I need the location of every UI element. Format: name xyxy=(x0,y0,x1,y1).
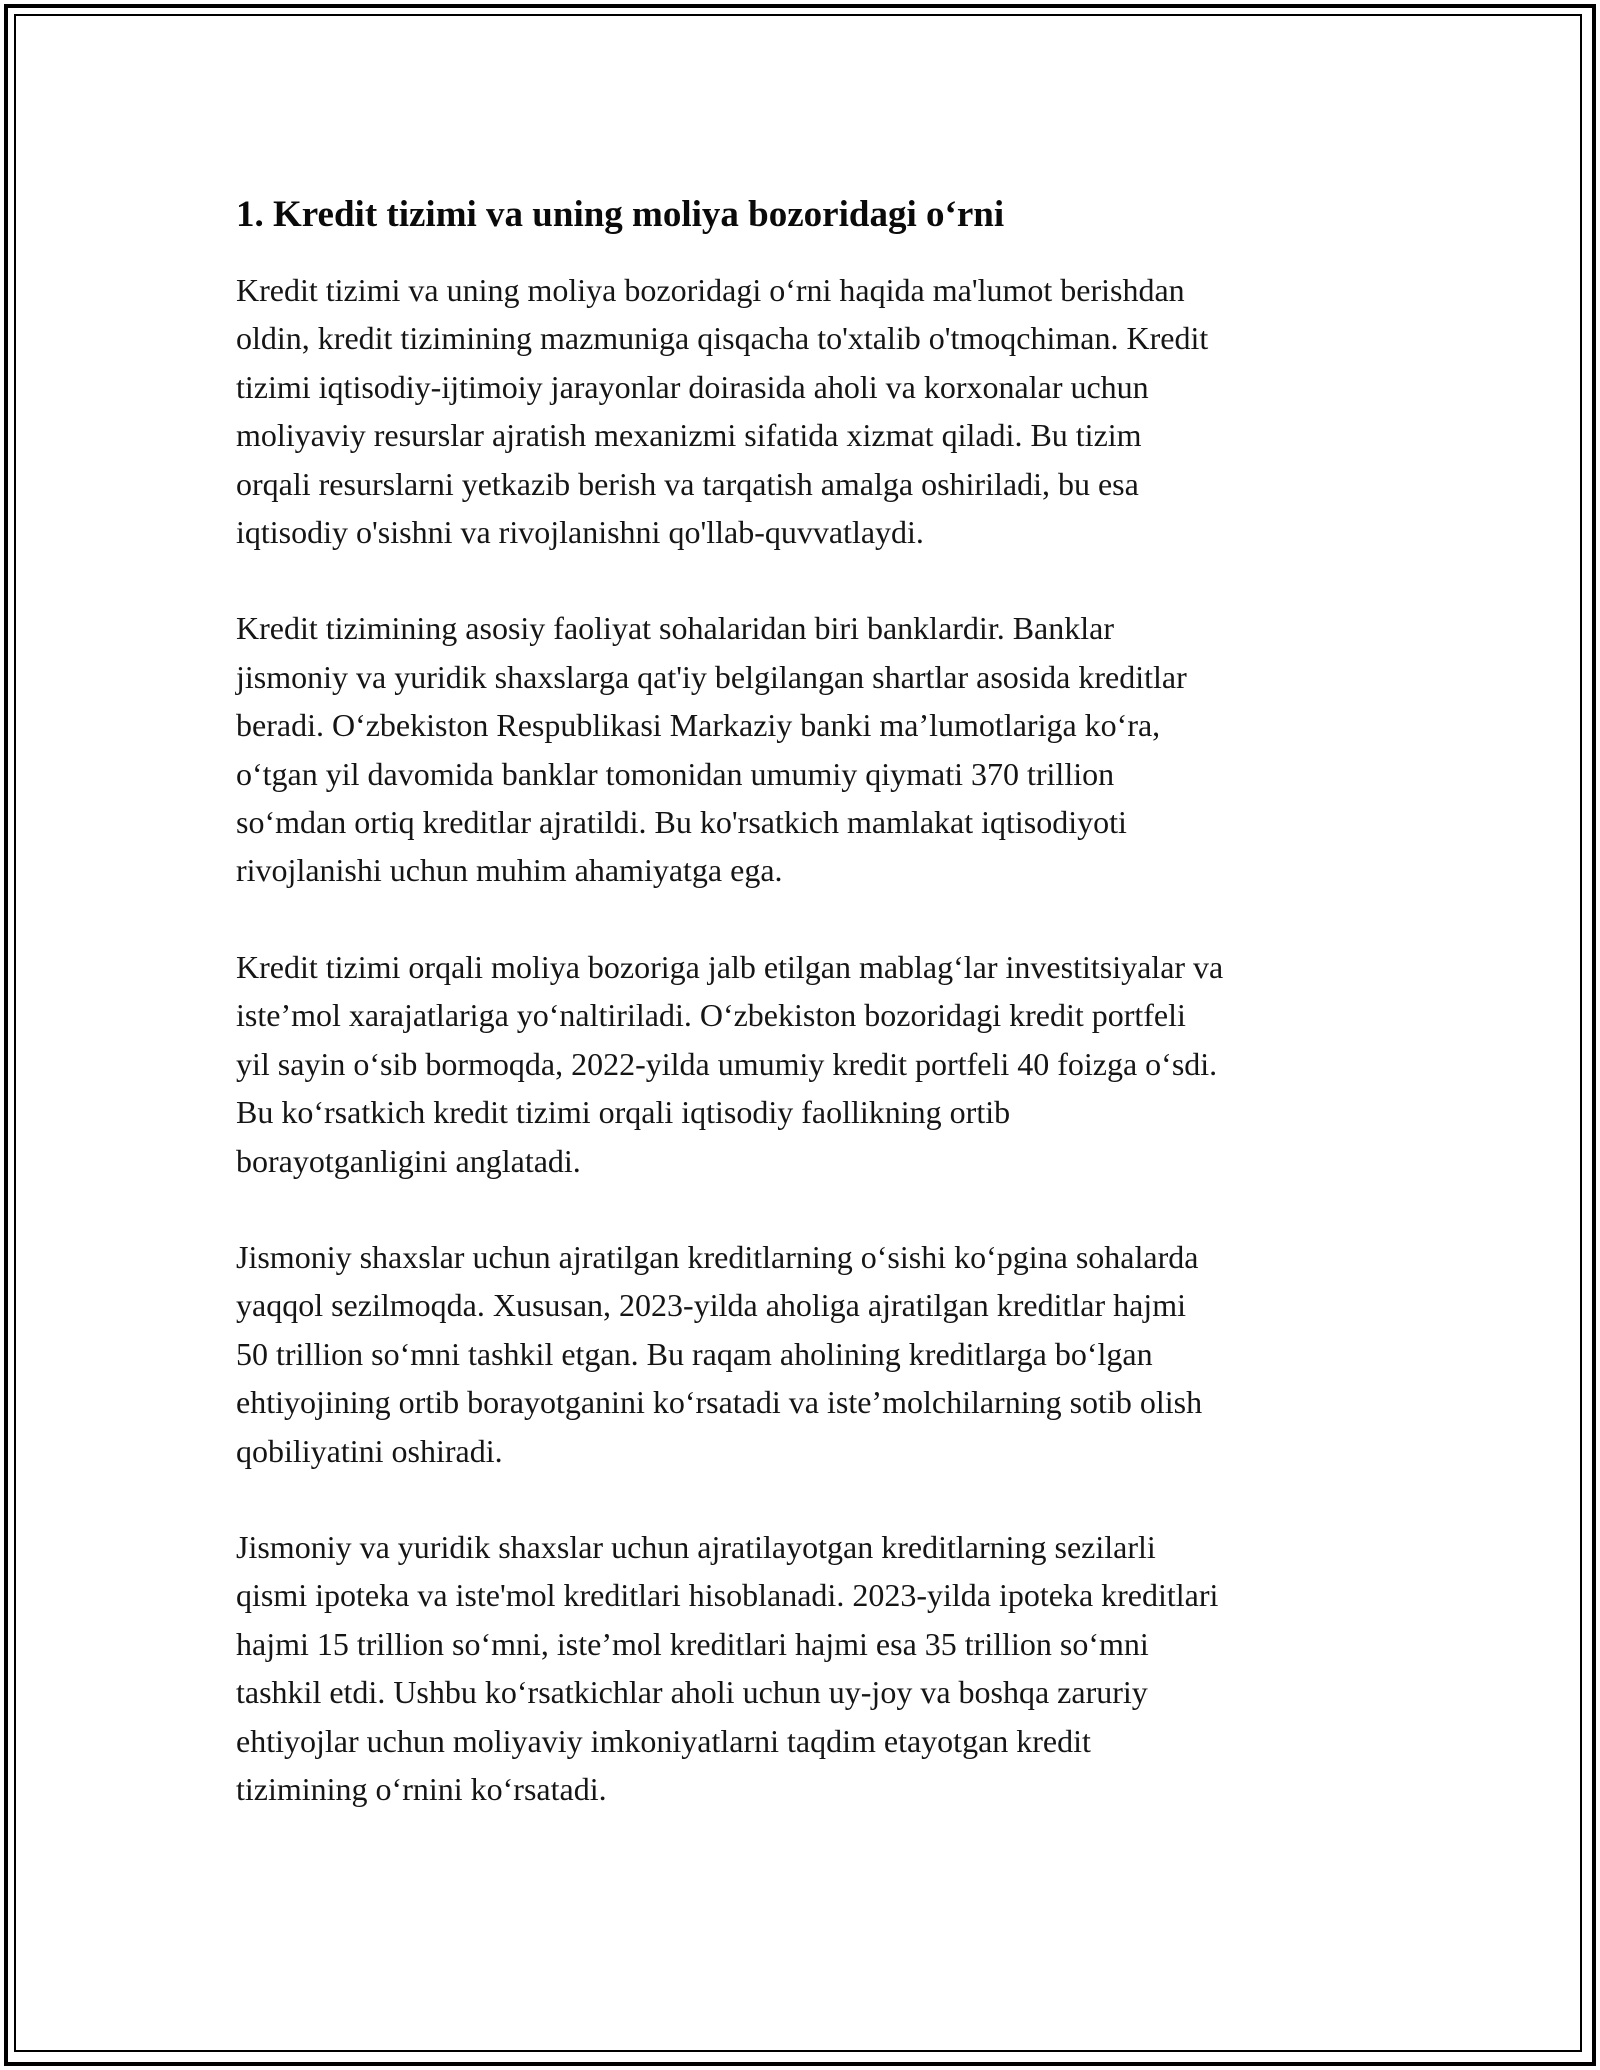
text-line: orqali resurslarni yetkazib berish va tarqatish amalga oshiriladi, bu esa xyxy=(236,465,1139,502)
section-title: 1. Kredit tizimi va uning moliya bozoridagi o‘rni xyxy=(236,194,1005,235)
text-line: Kredit tizimi va uning moliya bozoridagi o‘rni haqida ma'lumot berishdan xyxy=(236,272,1185,308)
text-line: tashkil etdi. Ushbu ko‘rsatkichlar aholi uchun uy-joy va boshqa zaruriy xyxy=(236,1674,1148,1711)
text-line: ehtiyojining ortib borayotganini ko‘rsatadi va iste’molchilarning sotib olish xyxy=(236,1384,1203,1421)
text-line: 50 trillion so‘mni tashkil etgan. Bu raqam aholining kreditlarga bo‘lgan xyxy=(236,1335,1153,1372)
paragraph-4 xyxy=(236,1233,1376,1475)
text-line: so‘mdan ortiq kreditlar ajratildi. Bu ko'rsatkich mamlakat iqtisodiyoti xyxy=(236,804,1127,841)
text-line: borayotganligini anglatadi. xyxy=(236,1142,581,1179)
text-line: jismoniy va yuridik shaxslarga qat'iy belgilangan shartlar asosida kreditlar xyxy=(236,658,1187,695)
text-line: Kredit tizimi orqali moliya bozoriga jalb etilgan mablag‘lar investitsiyalar va xyxy=(236,948,1224,985)
text-line: oldin, kredit tizimining mazmuniga qisqacha to'xtalib o'tmoqchiman. Kredit xyxy=(236,320,1209,357)
text-line: tizimi iqtisodiy-ijtimoiy jarayonlar doirasida aholi va korxonalar uchun xyxy=(236,368,1149,405)
text-line: iqtisodiy o'sishni va rivojlanishni qo'llab-quvvatlaydi. xyxy=(236,514,924,551)
paragraph-1 xyxy=(236,266,1376,556)
document-body xyxy=(236,190,1376,1813)
text-line: ehtiyojlar uchun moliyaviy imkoniyatlarni taqdim etayotgan kredit xyxy=(236,1722,1091,1759)
text-line: hajmi 15 trillion so‘mni, iste’mol kreditlari hajmi esa 35 trillion so‘mni xyxy=(236,1625,1149,1662)
paragraph-2 xyxy=(236,604,1376,894)
text-line: yil sayin o‘sib bormoqda, 2022-yilda umumiy kredit portfeli 40 foizga o‘sdi. xyxy=(236,1045,1218,1082)
text-line: moliyaviy resurslar ajratish mexanizmi sifatida xizmat qiladi. Bu tizim xyxy=(236,417,1142,454)
paragraph-3 xyxy=(236,943,1376,1185)
text-line: iste’mol xarajatlariga yo‘naltiriladi. O‘zbekiston bozoridagi kredit portfeli xyxy=(236,997,1186,1034)
text-line: tizimining o‘rnini ko‘rsatadi. xyxy=(236,1770,607,1807)
paragraph-5 xyxy=(236,1523,1376,1813)
text-line: beradi. O‘zbekiston Respublikasi Markaziy banki ma’lumotlariga ko‘ra, xyxy=(236,707,1161,744)
text-line: qismi ipoteka va iste'mol kreditlari hisoblanadi. 2023-yilda ipoteka kreditlari xyxy=(236,1577,1219,1614)
text-line: Jismoniy va yuridik shaxslar uchun ajratilayotgan kreditlarning sezilarli xyxy=(236,1528,1156,1565)
text-line: yaqqol sezilmoqda. Xususan, 2023-yilda aholiga ajratilgan kreditlar hajmi xyxy=(236,1287,1186,1324)
text-line: qobiliyatini oshiradi. xyxy=(236,1432,503,1469)
text-line: Kredit tizimining asosiy faoliyat sohalaridan biri banklardir. Banklar xyxy=(236,610,1114,647)
text-line: Bu ko‘rsatkich kredit tizimi orqali iqtisodiy faollikning ortib xyxy=(236,1094,1011,1131)
text-line: rivojlanishi uchun muhim ahamiyatga ega. xyxy=(236,852,783,889)
text-line: o‘tgan yil davomida banklar tomonidan umumiy qiymati 370 trillion xyxy=(236,755,1115,792)
text-line: Jismoniy shaxslar uchun ajratilgan kreditlarning o‘sishi ko‘pgina sohalarda xyxy=(236,1238,1199,1275)
